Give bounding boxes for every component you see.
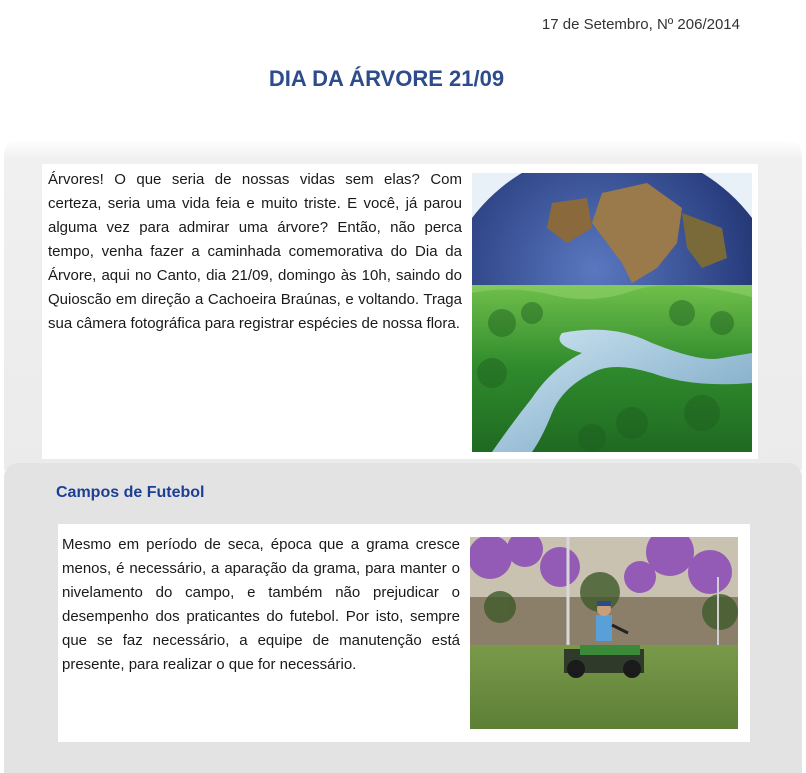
section-heading: Campos de Futebol [56,484,205,501]
lawn-mower-photo [470,537,738,729]
earth-forest-photo [472,173,752,452]
page-title: DIA DA ÁRVORE 21/09 [268,66,505,91]
football-fields-paragraph: Mesmo em período de seca, época que a grama cresce menos, é necessário, a aparação da grama, para manter o nivelamento do campo, e também não prejudicar o desempenho dos praticantes do futebol. Por isto, sempre que se faz necessário, a equipe de manutenção está presente, para realizar o que for necessário. [62,536,460,673]
tree-day-paragraph: Árvores! O que seria de nossas vidas sem elas? Com certeza, seria uma vida feia e muito triste. E você, já parou alguma vez para admirar uma árvore? Então, não perca tempo, venha fazer a caminhada comemorativa do Dia da Árvore, aqui no Canto, dia 21/09, domingo às 10h, saindo do Quioscão em direção a Cachoeira Braúnas, e voltando. Traga sua câmera fotográfica para registrar espécies de nossa flora. [48,171,462,332]
issue-date: 17 de Setembro, Nº 206/2014 [541,16,740,33]
